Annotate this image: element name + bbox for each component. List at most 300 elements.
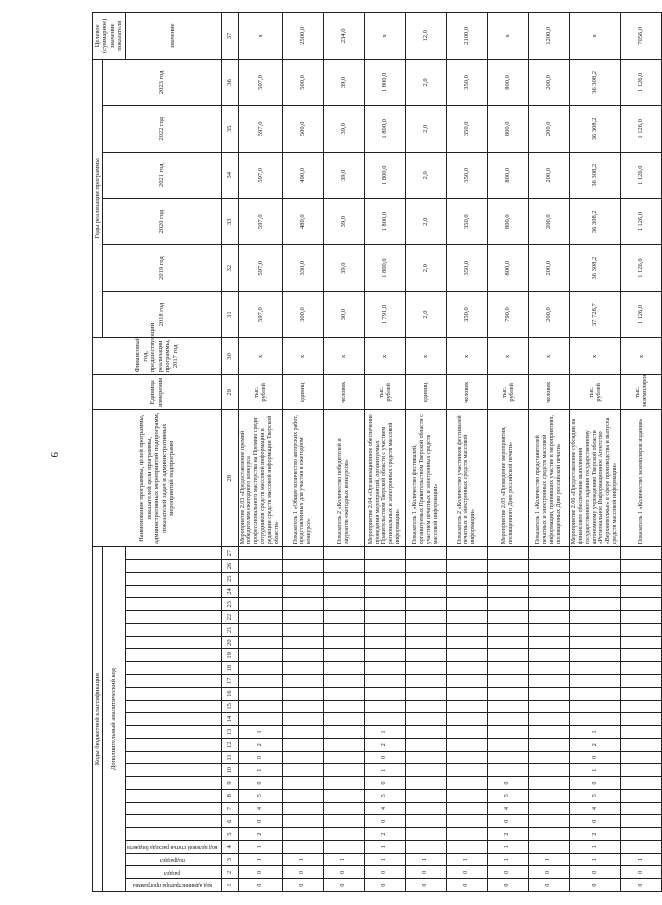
- code-cell: 1: [282, 853, 323, 866]
- code-cell: [238, 662, 282, 675]
- code-cell: [487, 572, 528, 585]
- code-subheader: [125, 623, 221, 636]
- activity-name-cell: Мероприятие 2.06 «Предоставление субсидии на финансовое обеспечение выполнения государственного задания государственному автономному учреждению Тверской области «Региональное Информационное Агентство «Верхневолжье» в сфере производства и выпуска средств массовой информации»: [569, 410, 620, 547]
- code-subheader: [125, 585, 221, 598]
- year-value-cell: 597,0: [238, 291, 282, 337]
- code-cell: 2: [238, 828, 282, 841]
- year-value-cell: 800,0: [487, 59, 528, 105]
- code-cell: [621, 764, 662, 777]
- code-cell: [446, 840, 487, 853]
- code-subheader: [125, 713, 221, 726]
- code-cell: [569, 662, 620, 675]
- activity-name-cell: Показатель 2 «Количество победителей и лауреатов ежегодных конкурсов»: [323, 410, 364, 547]
- code-cell: [621, 700, 662, 713]
- year-value-cell: 350,0: [446, 245, 487, 291]
- code-cell: [446, 662, 487, 675]
- code-cell: [487, 713, 528, 726]
- code-cell: 1: [238, 853, 282, 866]
- code-cell: [528, 598, 569, 611]
- activity-name-cell: Показатель 1 «Количество экземпляров издания»: [621, 410, 662, 547]
- year-value-cell: 1 800,0: [364, 106, 405, 152]
- code-cell: [282, 674, 323, 687]
- final-value-cell: х: [364, 13, 405, 60]
- year-value-cell: 597,0: [238, 59, 282, 105]
- table-row: [238, 13, 282, 892]
- code-cell: 1: [446, 853, 487, 866]
- code-cell: 0: [569, 879, 620, 892]
- column-number: 21: [221, 623, 238, 636]
- code-cell: [405, 572, 446, 585]
- activity-name-cell: Показатель 1 «Общее количество авторских работ, представленных для участия в ежегодном конкурсе»: [282, 410, 323, 547]
- code-cell: [405, 687, 446, 700]
- code-cell: [528, 585, 569, 598]
- code-cell: 0: [364, 815, 405, 828]
- unit-cell: тыс. рублей: [364, 375, 405, 410]
- code-cell: [569, 585, 620, 598]
- code-cell: [446, 585, 487, 598]
- column-number: 12: [221, 738, 238, 751]
- year-value-cell: 200,0: [528, 59, 569, 105]
- year-value-cell: 1 126,0: [621, 291, 662, 337]
- code-cell: 0: [487, 777, 528, 790]
- code-cell: [528, 611, 569, 624]
- column-number: 10: [221, 764, 238, 777]
- code-cell: 0: [487, 815, 528, 828]
- code-cell: 0: [487, 879, 528, 892]
- code-cell: [405, 815, 446, 828]
- year-value-cell: 30,0: [323, 291, 364, 337]
- year-value-cell: 1 126,0: [621, 59, 662, 105]
- column-number: 15: [221, 700, 238, 713]
- code-cell: [323, 649, 364, 662]
- year-value-cell: 350,0: [446, 106, 487, 152]
- code-cell: [364, 674, 405, 687]
- fin-year-cell: х: [405, 338, 446, 375]
- code-cell: [282, 649, 323, 662]
- table-row: [405, 13, 446, 892]
- code-cell: [364, 636, 405, 649]
- year-value-cell: 1 126,0: [621, 198, 662, 244]
- code-cell: [621, 713, 662, 726]
- year-value-cell: 36 308,2: [569, 152, 620, 198]
- table-row: [364, 13, 405, 892]
- year-value-cell: 1 126,0: [621, 245, 662, 291]
- year-value-cell: 500,0: [282, 59, 323, 105]
- code-subheader: [125, 572, 221, 585]
- code-subheader: [125, 815, 221, 828]
- code-cell: [569, 547, 620, 560]
- code-cell: 0: [364, 777, 405, 790]
- year-value-cell: 37 728,7: [569, 291, 620, 337]
- unit-cell: единиц: [405, 375, 446, 410]
- column-number: 9: [221, 777, 238, 790]
- code-cell: [446, 598, 487, 611]
- code-cell: [569, 713, 620, 726]
- code-cell: [621, 777, 662, 790]
- code-cell: [282, 828, 323, 841]
- code-subheader: [125, 764, 221, 777]
- code-cell: [282, 713, 323, 726]
- code-cell: 2: [364, 738, 405, 751]
- year-value-cell: 1 791,0: [364, 291, 405, 337]
- code-cell: [569, 674, 620, 687]
- code-cell: 1: [323, 853, 364, 866]
- code-cell: [405, 649, 446, 662]
- code-cell: 0: [238, 815, 282, 828]
- code-cell: 0: [569, 751, 620, 764]
- year-value-cell: 200,0: [528, 198, 569, 244]
- fin-year-cell: х: [364, 338, 405, 375]
- year-value-cell: 350,0: [446, 291, 487, 337]
- code-cell: 0: [446, 879, 487, 892]
- year-value-cell: 350,0: [446, 59, 487, 105]
- final-value-cell: 7056,0: [621, 13, 662, 60]
- code-cell: 0: [569, 777, 620, 790]
- code-cell: [621, 572, 662, 585]
- year-value-cell: 2,0: [405, 59, 446, 105]
- code-cell: [238, 674, 282, 687]
- code-cell: [405, 662, 446, 675]
- final-value-cell: 2100,0: [446, 13, 487, 60]
- code-cell: [569, 636, 620, 649]
- year-value-cell: 36 308,2: [569, 198, 620, 244]
- year-value-cell: 1 800,0: [364, 59, 405, 105]
- code-cell: [487, 700, 528, 713]
- code-subheader: [125, 802, 221, 815]
- code-subheader: код администратора программы: [125, 879, 221, 892]
- unit-column-header: Единица измерения: [93, 375, 222, 410]
- code-cell: [487, 687, 528, 700]
- code-cell: [569, 611, 620, 624]
- code-cell: [364, 611, 405, 624]
- column-number: 16: [221, 687, 238, 700]
- code-cell: [238, 649, 282, 662]
- code-cell: 0: [364, 866, 405, 879]
- code-cell: [621, 840, 662, 853]
- column-number: 35: [221, 106, 238, 152]
- final-value-cell: 2500,0: [282, 13, 323, 60]
- code-cell: [446, 687, 487, 700]
- code-cell: 1: [528, 853, 569, 866]
- code-subheader: [125, 726, 221, 739]
- activity-name-cell: Мероприятие 2.04 «Организационное обеспечение проведения мероприятий, организуемых Правительством Тверской области с участием региональных и электронных средств массовой информации»: [364, 410, 405, 547]
- code-cell: [238, 611, 282, 624]
- code-cell: 1: [405, 853, 446, 866]
- code-subheader: раздел: [125, 866, 221, 879]
- code-cell: [569, 649, 620, 662]
- year-header: 2020 год: [103, 198, 221, 244]
- code-cell: [238, 687, 282, 700]
- code-cell: [528, 828, 569, 841]
- code-cell: [446, 764, 487, 777]
- year-value-cell: 39,0: [323, 198, 364, 244]
- code-cell: 1: [487, 840, 528, 853]
- page-number: 9: [48, 452, 60, 458]
- code-cell: [323, 611, 364, 624]
- name-column-header: Наименование программы, целей программы, показателей цели программы, административных мероприятий подпрограмм, показателей задач и административных мероприятий подпрограмм: [93, 410, 222, 547]
- code-cell: [487, 764, 528, 777]
- code-cell: [528, 764, 569, 777]
- activity-name-cell: Мероприятие 2.05 «Проведение мероприятия, посвященного Дню российской печати»: [487, 410, 528, 547]
- code-cell: 1: [569, 840, 620, 853]
- code-cell: 1: [569, 853, 620, 866]
- code-cell: [364, 700, 405, 713]
- column-number: 31: [221, 291, 238, 337]
- code-cell: [405, 560, 446, 573]
- code-cell: [621, 662, 662, 675]
- code-cell: 2: [364, 828, 405, 841]
- code-cell: [364, 623, 405, 636]
- code-subheader: [125, 789, 221, 802]
- year-value-cell: 800,0: [487, 106, 528, 152]
- code-cell: [323, 674, 364, 687]
- column-number: 36: [221, 59, 238, 105]
- code-cell: [323, 572, 364, 585]
- code-subheader: [125, 687, 221, 700]
- extra-code-header: Дополнительный аналитический код: [103, 547, 125, 892]
- code-cell: [405, 764, 446, 777]
- year-value-cell: 480,0: [282, 198, 323, 244]
- final-value-cell: х: [487, 13, 528, 60]
- code-cell: [528, 751, 569, 764]
- code-cell: [487, 738, 528, 751]
- code-cell: [569, 572, 620, 585]
- code-cell: [364, 649, 405, 662]
- year-value-cell: 300,0: [282, 291, 323, 337]
- code-cell: [487, 598, 528, 611]
- code-cell: [621, 611, 662, 624]
- code-cell: [446, 560, 487, 573]
- code-cell: [282, 738, 323, 751]
- code-cell: [323, 547, 364, 560]
- code-subheader: подраздел: [125, 853, 221, 866]
- year-value-cell: 2,0: [405, 106, 446, 152]
- code-cell: 0: [364, 879, 405, 892]
- code-cell: [282, 687, 323, 700]
- code-cell: [621, 687, 662, 700]
- code-cell: [323, 598, 364, 611]
- year-value-cell: 200,0: [528, 106, 569, 152]
- code-cell: 0: [405, 866, 446, 879]
- year-value-cell: 39,0: [323, 106, 364, 152]
- year-value-cell: 1 800,0: [364, 198, 405, 244]
- year-header: 2019 год: [103, 245, 221, 291]
- year-value-cell: 39,0: [323, 245, 364, 291]
- code-cell: [282, 815, 323, 828]
- code-cell: [238, 636, 282, 649]
- code-cell: 1: [364, 840, 405, 853]
- code-cell: 0: [487, 866, 528, 879]
- year-header: 2018 год: [103, 291, 221, 337]
- code-cell: 4: [364, 802, 405, 815]
- code-cell: [364, 598, 405, 611]
- final-value-cell: 234,0: [323, 13, 364, 60]
- code-cell: [446, 713, 487, 726]
- column-number: 30: [221, 338, 238, 375]
- code-cell: 0: [528, 866, 569, 879]
- fin-year-cell: х: [621, 338, 662, 375]
- code-cell: [528, 815, 569, 828]
- year-value-cell: 330,0: [282, 245, 323, 291]
- code-cell: [323, 764, 364, 777]
- column-number: 32: [221, 245, 238, 291]
- fin-year-column-header: Финансовый год, предшествующий реализации программы, 2017 год: [93, 338, 222, 375]
- code-cell: [621, 585, 662, 598]
- code-cell: [446, 572, 487, 585]
- code-cell: 1: [238, 764, 282, 777]
- code-cell: [405, 726, 446, 739]
- column-number: 8: [221, 789, 238, 802]
- code-cell: 2: [238, 738, 282, 751]
- year-value-cell: 200,0: [528, 245, 569, 291]
- code-cell: 1: [487, 853, 528, 866]
- code-subheader: [125, 674, 221, 687]
- code-cell: [528, 572, 569, 585]
- codes-group-header: Коды бюджетной классификации: [93, 547, 103, 892]
- code-cell: [569, 560, 620, 573]
- code-cell: [621, 751, 662, 764]
- unit-cell: единиц: [282, 375, 323, 410]
- code-cell: [487, 662, 528, 675]
- code-cell: [323, 840, 364, 853]
- unit-cell: тыс. экземпляров: [621, 375, 662, 410]
- column-number: 11: [221, 751, 238, 764]
- code-cell: [323, 662, 364, 675]
- code-cell: [446, 649, 487, 662]
- year-value-cell: 500,0: [282, 106, 323, 152]
- code-cell: [282, 789, 323, 802]
- activity-name-cell: Показатель 1 «Количество фестивалей, организуемых Правительством Тверской области с участием печатных и электронных средств массовой информации»: [405, 410, 446, 547]
- code-cell: [621, 802, 662, 815]
- code-cell: [282, 636, 323, 649]
- year-value-cell: 2,0: [405, 245, 446, 291]
- code-cell: 0: [323, 879, 364, 892]
- fin-year-cell: х: [569, 338, 620, 375]
- code-cell: 1: [238, 726, 282, 739]
- year-value-cell: 36 308,2: [569, 245, 620, 291]
- code-cell: [487, 674, 528, 687]
- code-cell: [487, 623, 528, 636]
- code-cell: [487, 560, 528, 573]
- code-cell: [621, 547, 662, 560]
- code-cell: [528, 777, 569, 790]
- column-number: 7: [221, 802, 238, 815]
- code-cell: 5: [487, 789, 528, 802]
- code-subheader: [125, 636, 221, 649]
- code-cell: [238, 598, 282, 611]
- code-cell: 5: [238, 789, 282, 802]
- column-number: 25: [221, 572, 238, 585]
- code-cell: 2: [487, 828, 528, 841]
- code-cell: [528, 623, 569, 636]
- code-cell: [528, 700, 569, 713]
- unit-cell: человек: [446, 375, 487, 410]
- code-cell: [323, 815, 364, 828]
- code-subheader: [125, 777, 221, 790]
- code-cell: 0: [364, 751, 405, 764]
- code-subheader: [125, 547, 221, 560]
- year-value-cell: 36 308,2: [569, 106, 620, 152]
- year-value-cell: 350,0: [446, 152, 487, 198]
- code-cell: [446, 547, 487, 560]
- code-cell: [405, 674, 446, 687]
- rotated-page: [92, 12, 649, 892]
- column-number: 6: [221, 815, 238, 828]
- final-value-cell: 12,0: [405, 13, 446, 60]
- code-cell: [364, 560, 405, 573]
- table-row: [621, 13, 662, 892]
- code-cell: [487, 611, 528, 624]
- column-number: 24: [221, 585, 238, 598]
- activity-name-cell: Мероприятие 2.03 «Предоставление премий победителям ежегодного конкурса профессионального мастерства на Премию среди сотрудников средств массовой информации в редакции средств массовой информации Тверской области»: [238, 410, 282, 547]
- year-value-cell: 36 308,2: [569, 59, 620, 105]
- code-cell: [446, 700, 487, 713]
- code-cell: [323, 636, 364, 649]
- table-row: [528, 13, 569, 892]
- code-cell: [621, 560, 662, 573]
- code-cell: [282, 585, 323, 598]
- table-row: [487, 13, 528, 892]
- year-value-cell: 39,0: [323, 152, 364, 198]
- code-cell: [364, 713, 405, 726]
- code-cell: [446, 777, 487, 790]
- year-value-cell: 597,0: [238, 245, 282, 291]
- year-value-cell: 597,0: [238, 106, 282, 152]
- year-value-cell: 800,0: [487, 152, 528, 198]
- table-row: [446, 13, 487, 892]
- code-cell: [569, 687, 620, 700]
- year-header: 2022 год: [103, 106, 221, 152]
- code-cell: [528, 802, 569, 815]
- final-subheader: значение: [125, 13, 221, 60]
- code-cell: [528, 726, 569, 739]
- code-cell: 0: [238, 879, 282, 892]
- unit-cell: человек: [323, 375, 364, 410]
- code-subheader: [125, 560, 221, 573]
- code-cell: [446, 636, 487, 649]
- code-cell: [364, 585, 405, 598]
- code-subheader: [125, 649, 221, 662]
- final-value-cell: 1200,0: [528, 13, 569, 60]
- code-cell: [446, 789, 487, 802]
- code-subheader: [125, 598, 221, 611]
- code-cell: [405, 789, 446, 802]
- code-cell: [405, 802, 446, 815]
- code-cell: [238, 560, 282, 573]
- code-cell: [487, 547, 528, 560]
- code-subheader: [125, 611, 221, 624]
- final-column-header: Целевое (суммарное) значение показателя: [93, 13, 126, 60]
- code-cell: [528, 636, 569, 649]
- code-cell: [621, 828, 662, 841]
- year-value-cell: 490,0: [282, 152, 323, 198]
- year-header: 2023 год: [103, 59, 221, 105]
- code-cell: [569, 598, 620, 611]
- final-value-cell: х: [569, 13, 620, 60]
- code-cell: [528, 738, 569, 751]
- year-value-cell: 800,0: [487, 245, 528, 291]
- code-cell: [238, 623, 282, 636]
- code-cell: [621, 623, 662, 636]
- code-cell: 0: [238, 751, 282, 764]
- column-number: 27: [221, 547, 238, 560]
- code-cell: 4: [487, 802, 528, 815]
- year-value-cell: 200,0: [528, 291, 569, 337]
- code-cell: [446, 611, 487, 624]
- year-value-cell: 800,0: [487, 198, 528, 244]
- code-cell: [282, 700, 323, 713]
- fin-year-cell: х: [238, 338, 282, 375]
